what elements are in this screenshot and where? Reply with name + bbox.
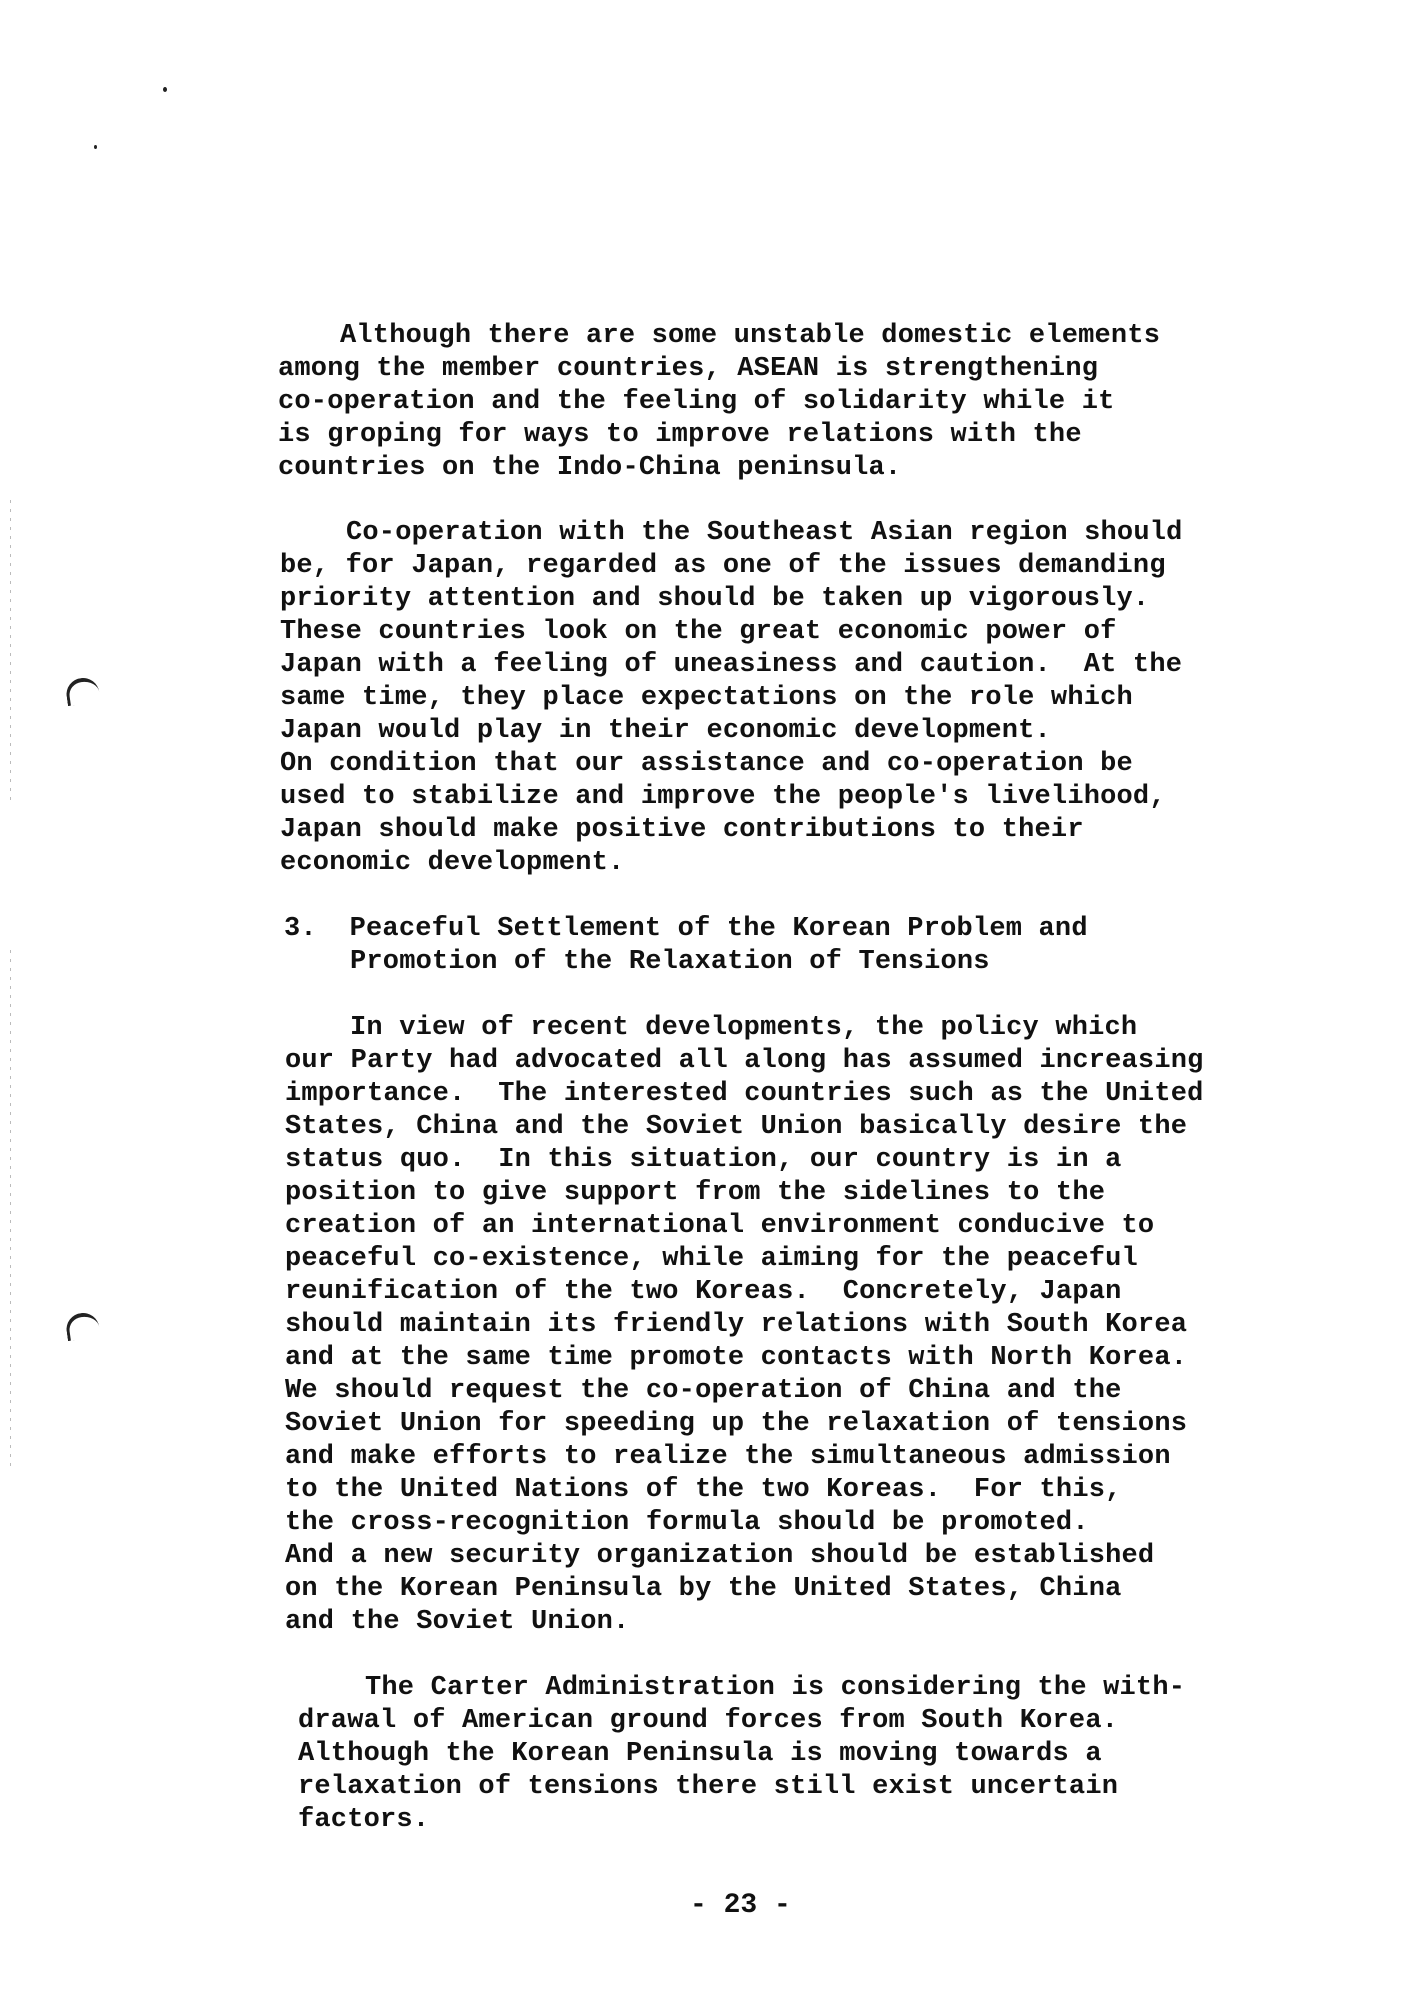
- text-line: importance. The interested countries such as the United: [285, 1079, 1204, 1109]
- text-line: peaceful co-existence, while aiming for the peaceful: [285, 1244, 1138, 1274]
- text-line: In view of recent developments, the policy which: [350, 1013, 1138, 1043]
- scan-speck: [94, 145, 97, 149]
- text-line: position to give support from the sidelines to the: [285, 1178, 1106, 1208]
- text-line: Soviet Union for speeding up the relaxation of tensions: [285, 1409, 1188, 1439]
- text-line: to the United Nations of the two Koreas. For this,: [285, 1475, 1122, 1505]
- text-line: on the Korean Peninsula by the United States, China: [285, 1574, 1122, 1604]
- text-line: the cross-recognition formula should be promoted.: [285, 1508, 1089, 1538]
- text-line: Although the Korean Peninsula is moving towards a: [298, 1739, 1102, 1769]
- text-line: drawal of American ground forces from South Korea.: [298, 1706, 1119, 1736]
- text-line: We should request the co-operation of China and the: [285, 1376, 1122, 1406]
- text-line: same time, they place expectations on the role which: [280, 683, 1133, 713]
- text-line: These countries look on the great economic power of: [280, 617, 1117, 647]
- text-line: reunification of the two Koreas. Concretely, Japan: [285, 1277, 1122, 1307]
- heading-line: 3. Peaceful Settlement of the Korean Problem and: [284, 914, 1088, 944]
- text-line: Although there are some unstable domestic elements: [340, 321, 1161, 351]
- text-line: status quo. In this situation, our country is in a: [285, 1145, 1122, 1175]
- page-number: - 23 -: [690, 1890, 791, 1921]
- text-line: economic development.: [280, 848, 625, 878]
- text-line: used to stabilize and improve the people's livelihood,: [280, 782, 1166, 812]
- text-line: creation of an international environment conducive to: [285, 1211, 1155, 1241]
- text-line: Co-operation with the Southeast Asian region should: [346, 518, 1183, 548]
- text-line: Japan should make positive contributions to their: [280, 815, 1084, 845]
- text-line: The Carter Administration is considering the with-: [365, 1673, 1186, 1703]
- text-line: priority attention and should be taken up vigorously.: [280, 584, 1150, 614]
- text-line: co-operation and the feeling of solidarity while it: [278, 387, 1115, 417]
- scan-edge-mark: [10, 500, 11, 800]
- punch-hole-mark: [64, 1311, 100, 1341]
- scan-speck: [163, 87, 167, 92]
- text-line: should maintain its friendly relations with South Korea: [285, 1310, 1188, 1340]
- text-line: and make efforts to realize the simultaneous admission: [285, 1442, 1171, 1472]
- text-line: factors.: [298, 1805, 430, 1835]
- text-line: Japan would play in their economic development.: [280, 716, 1051, 746]
- text-line: countries on the Indo-China peninsula.: [278, 453, 902, 483]
- text-line: and at the same time promote contacts with North Korea.: [285, 1343, 1188, 1373]
- text-line: and the Soviet Union.: [285, 1607, 630, 1637]
- text-line: Japan with a feeling of uneasiness and caution. At the: [280, 650, 1183, 680]
- punch-hole-mark: [64, 676, 100, 706]
- heading-line: Promotion of the Relaxation of Tensions: [350, 947, 990, 977]
- text-line: is groping for ways to improve relations with the: [278, 420, 1082, 450]
- text-line: States, China and the Soviet Union basically desire the: [285, 1112, 1188, 1142]
- text-line: relaxation of tensions there still exist uncertain: [298, 1772, 1119, 1802]
- text-line: And a new security organization should be established: [285, 1541, 1155, 1571]
- text-line: On condition that our assistance and co-operation be: [280, 749, 1133, 779]
- text-line: among the member countries, ASEAN is strengthening: [278, 354, 1099, 384]
- scan-edge-mark: [10, 950, 11, 1470]
- text-line: our Party had advocated all along has assumed increasing: [285, 1046, 1204, 1076]
- text-line: be, for Japan, regarded as one of the issues demanding: [280, 551, 1166, 581]
